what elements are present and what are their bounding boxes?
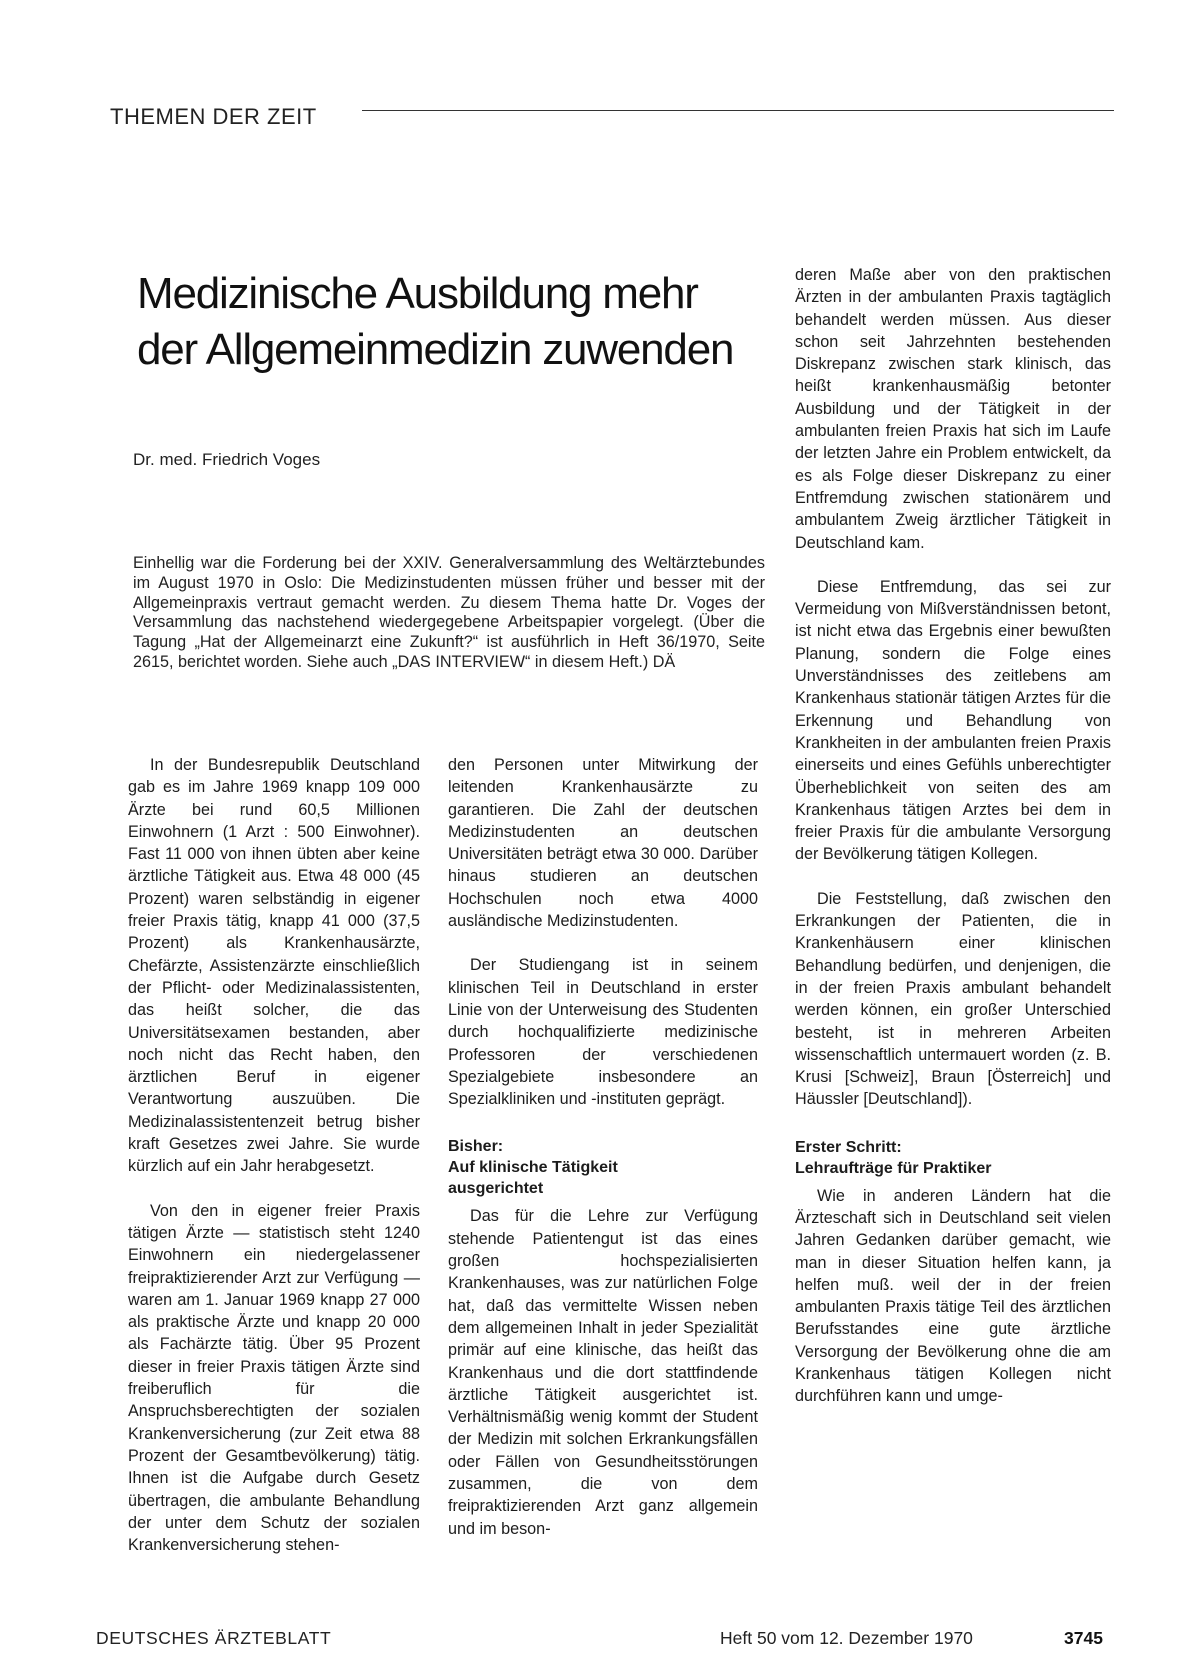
page-number: 3745 bbox=[1064, 1628, 1103, 1648]
article-lead: Einhellig war die Forderung bei der XXIV. Generalversammlung des Weltärztebundes im August 1970 in Oslo: Die Medizinstudenten müssen früher und besser mit der Allgemeinpraxis vertraut gemacht werden. Zu diesem Thema hatte Dr. Voges der Versammlung das nachstehend wiedergegebene Arbeitspapier vorgelegt. (Über die Tagung „Hat der Allgemeinarzt eine Zukunft?“ ist ausführlich in Heft 36/1970, Seite 2615, berichtet worden. Siehe auch „DAS INTERVIEW“ in diesem Heft.) DÄ bbox=[133, 554, 765, 671]
subheading-line: Lehraufträge für Praktiker bbox=[795, 1159, 992, 1177]
subheading-bisher bbox=[448, 1136, 758, 1199]
paragraph: Von den in eigener freier Praxis tätigen Ärzte — statistisch steht 1240 Einwohnern ein niedergelassener freipraktizierender Arzt zur Verfügung — waren am 1. Januar 1969 knapp 27 000 als praktische Ärzte und knapp 20 000 als Fachärzte tätig. Über 95 Prozent dieser in freier Praxis tätigen Ärzte sind freiberuflich für die Anspruchsberechtigten der sozialen Krankenversicherung (zur Zeit etwa 88 Prozent der Gesamtbevölkerung) tätig. Ihnen ist die Aufgabe durch Gesetz übertragen, die ambulante Behandlung der unter dem Schutz der sozialen Krankenversicherung stehen- bbox=[128, 1201, 420, 1555]
paragraph: den Personen unter Mitwirkung der leitenden Krankenhausärzte zu garantieren. Die Zahl der deutschen Medizinstudenten an deutschen Universitäten beträgt etwa 30 000. Darüber hinaus studieren an deutschen Hochschulen noch etwa 4000 ausländische Medizinstudenten. bbox=[448, 756, 758, 931]
section-label: THEMEN DER ZEIT bbox=[110, 104, 317, 129]
article-author: Dr. med. Friedrich Voges bbox=[133, 450, 321, 469]
article-title-line-1: Medizinische Ausbildung mehr bbox=[137, 269, 698, 318]
article-title bbox=[137, 266, 777, 378]
paragraph: In der Bundesrepublik Deutschland gab es im Jahre 1969 knapp 109 000 Ärzte bei rund 60,5 Millionen Einwohnern (1 Arzt : 500 Einwohner). Fast 11 000 von ihnen übten aber keine ärztliche Tätigkeit aus. Etwa 48 000 (45 Prozent) waren selbständig in eigener freier Praxis tätig, knapp 41 000 (37,5 Prozent) als Krankenhausärzte, Chefärzte, Assistenzärzte einschließlich der Pflicht- oder Medizinalassistenten, das heißt solcher, die das Universitätsexamen bestanden, aber noch nicht das Recht haben, den ärztlichen Beruf in eigener Verantwortung auszuüben. Die Medizinalassistentenzeit betrug bisher kraft Gesetzes zwei Jahre. Sie wurde kürzlich auf ein Jahr herabgesetzt. bbox=[128, 756, 420, 1176]
subheading-line: Auf klinische Tätigkeit bbox=[448, 1159, 618, 1177]
text-column-3 bbox=[795, 264, 1111, 1408]
subheading-line: ausgerichtet bbox=[448, 1180, 544, 1198]
paragraph: deren Maße aber von den praktischen Ärzten in der ambulanten Praxis tagtäglich behandelt werden müssen. Aus dieser schon seit Jahrzehnten bestehenden Diskrepanz zwischen stark klinisch, das heißt krankenhausmäßig betonter Ausbildung und der Tätigkeit in der ambulanten freien Praxis hat sich im Laufe der letzten Jahre ein Problem entwickelt, da es als Folge dieser Diskrepanz zu einer Entfremdung zwischen stationärem und ambulantem Zweig ärztlicher Tätigkeit in Deutschland kam. bbox=[795, 266, 1111, 552]
text-column-2 bbox=[448, 754, 758, 1540]
paragraph: Wie in anderen Ländern hat die Ärzteschaft sich in Deutschland seit vielen Jahren Gedanken darüber gemacht, wie man in dieser Situation helfen kann, ja helfen muß. weil der in der freien ambulanten Praxis tätige Teil des ärztlichen Berufsstandes eine gute ärztliche Versorgung der Bevölkerung ohne die am Krankenhaus tätigen Kollegen nicht durchführen kann und umge- bbox=[795, 1186, 1111, 1406]
footer-issue: Heft 50 vom 12. Dezember 1970 bbox=[720, 1628, 973, 1648]
paragraph: Das für die Lehre zur Verfügung stehende Patientengut ist das eines großen hochspezialisierten Krankenhauses, was zur natürlichen Folge hat, daß das vermittelte Wissen neben dem allgemeinen Inhalt in jeder Spezialität primär auf eine klinische, das heißt das Krankenhaus und die dort stattfindende ärztliche Tätigkeit ausgerichtet ist. Verhältnismäßig wenig kommt der Student der Medizin mit solchen Erkrankungsfällen oder Fällen von Gesundheitsstörungen zusammen, die von dem freipraktizierenden Arzt ganz allgemein und im beson- bbox=[448, 1207, 758, 1538]
paragraph: Die Feststellung, daß zwischen den Erkrankungen der Patienten, die in Krankenhäusern einer klinischen Behandlung bedürfen, und denjenigen, die in der freien Praxis ambulant behandelt werden können, ein großer Unterschied besteht, ist in mehreren Arbeiten wissenschaftlich untermauert worden (z. B. Krusi [Schweiz], Braun [Österreich] und Häussler [Deutschland]). bbox=[795, 889, 1111, 1109]
subheading-erster-schritt bbox=[795, 1137, 1111, 1179]
subheading-line: Erster Schritt: bbox=[795, 1138, 902, 1156]
text-column-1 bbox=[128, 754, 420, 1556]
paragraph: Der Studiengang ist in seinem klinischen Teil in Deutschland in erster Linie von der Unterweisung des Studenten durch hochqualifizierte medizinische Professoren der verschiedenen Spezialgebiete insbesondere an Spezialkliniken und -instituten geprägt. bbox=[448, 956, 758, 1109]
subheading-line: Bisher: bbox=[448, 1138, 504, 1156]
header-rule bbox=[362, 110, 1114, 111]
paragraph: Diese Entfremdung, das sei zur Vermeidung von Mißverständnissen betont, ist nicht etwa das Ergebnis einer bewußten Planung, sondern die Folge eines Unverständnisses des zeitlebens am Krankenhaus stationär tätigen Arztes für die Erkennung und Behandlung von Krankheiten in der ambulanten freien Praxis einerseits und eines Gefühls unberechtigter Überheblichkeit von seiten des am Krankenhaus tätigen Arztes bei dem in freier Praxis für die ambulante Versorgung der Bevölkerung tätigen Kollegen. bbox=[795, 577, 1111, 864]
footer-journal: DEUTSCHES ÄRZTEBLATT bbox=[96, 1628, 332, 1648]
article-title-line-2: der Allgemeinmedizin zuwenden bbox=[137, 325, 734, 374]
